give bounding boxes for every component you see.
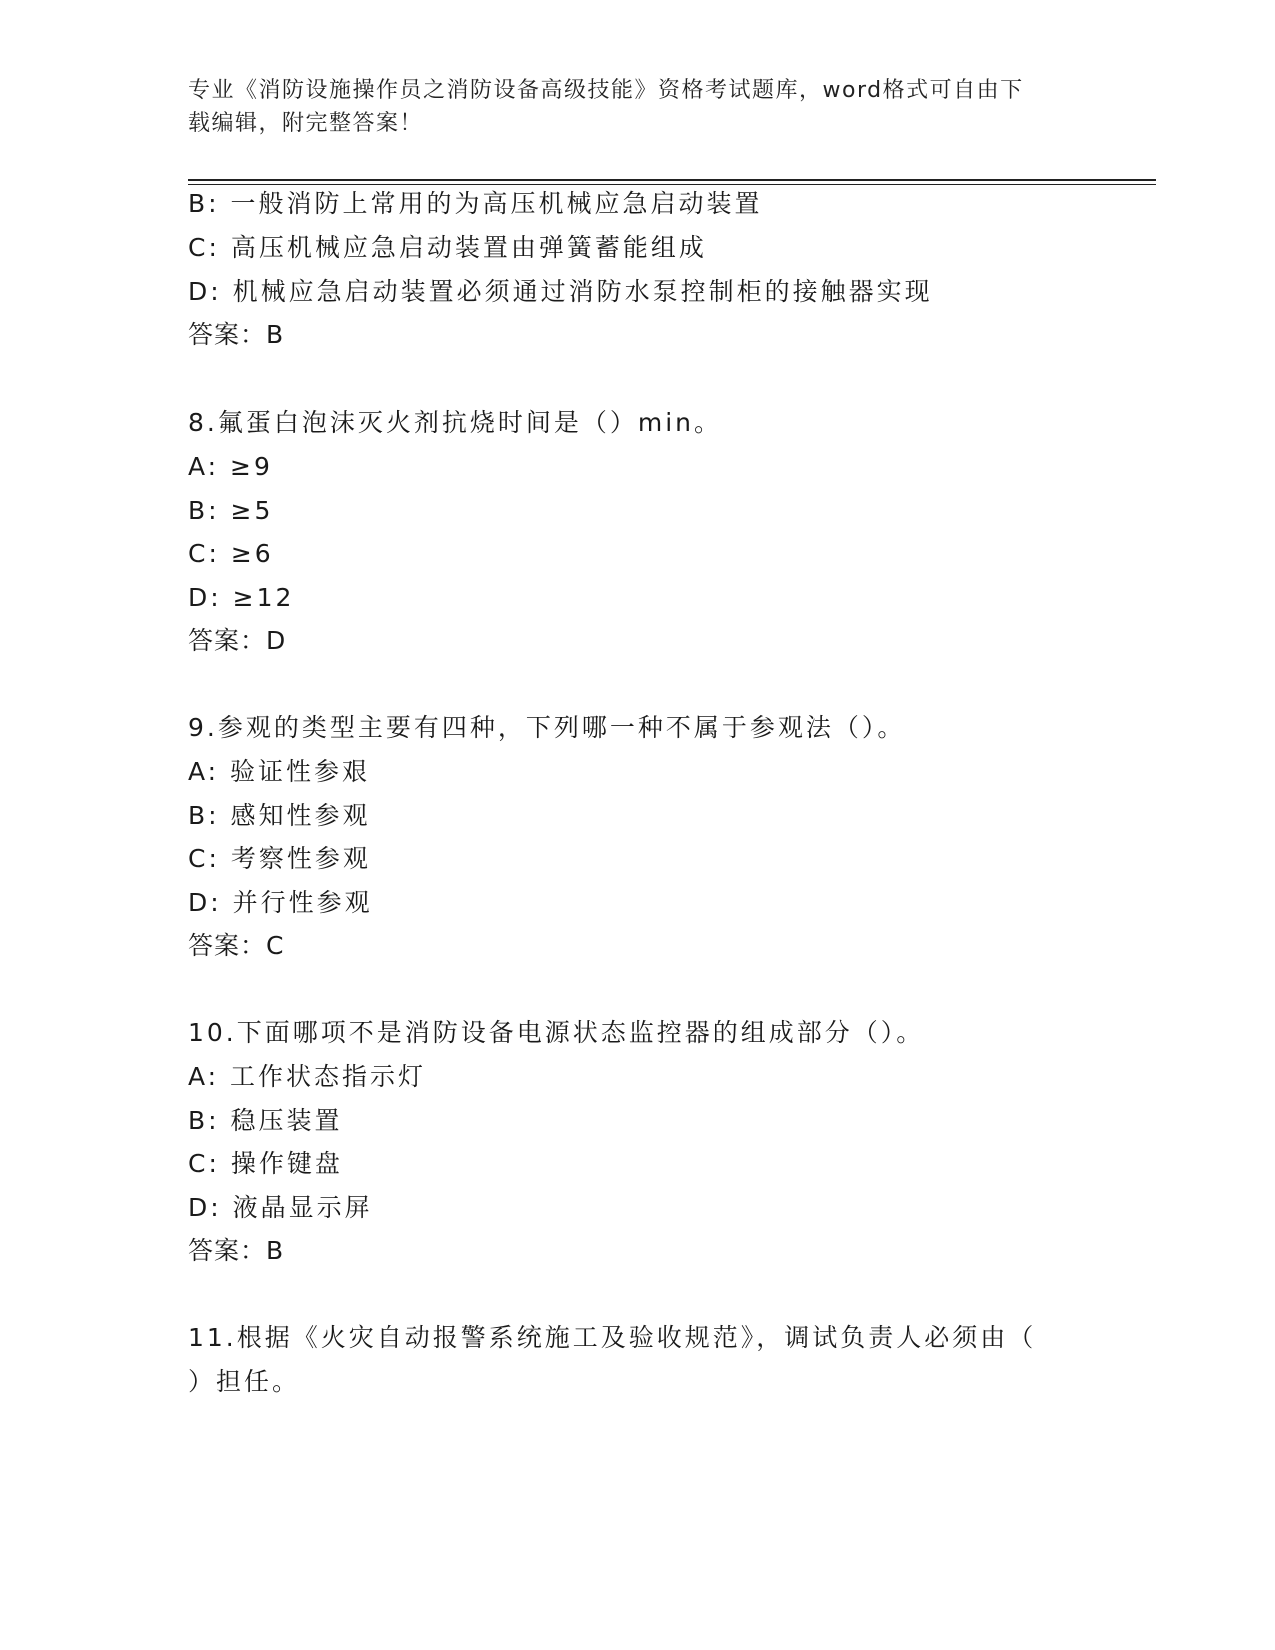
question-8-stem: 8.氟蛋白泡沫灭火剂抗烧时间是（）min。 — [188, 408, 722, 437]
prev-question-option-c: C: 高压机械应急启动装置由弹簧蓄能组成 — [188, 233, 707, 262]
question-9-option-b: B: 感知性参观 — [188, 801, 371, 830]
question-9-option-d: D: 并行性参观 — [188, 888, 373, 917]
question-11-stem-line-1: 11.根据《火灾自动报警系统施工及验收规范》，调试负责人必须由（ — [188, 1323, 1037, 1352]
question-10-answer: 答案：B — [188, 1236, 285, 1265]
question-11-stem-line-2: ）担任。 — [188, 1367, 301, 1396]
question-9-answer: 答案：C — [188, 931, 285, 960]
header-line-2: 载编辑，附完整答案！ — [188, 111, 424, 136]
question-9-option-c: C: 考察性参观 — [188, 844, 371, 873]
question-10-option-c: C: 操作键盘 — [188, 1149, 343, 1178]
question-10-option-b: B: 稳压装置 — [188, 1106, 343, 1135]
question-8-option-d: D: ≥12 — [188, 583, 295, 612]
prev-question-option-d: D: 机械应急启动装置必须通过消防水泵控制柜的接触器实现 — [188, 277, 933, 306]
question-8-option-a: A: ≥9 — [188, 452, 273, 481]
prev-question-option-b: B: 一般消防上常用的为高压机械应急启动装置 — [188, 189, 763, 218]
question-8-answer: 答案：D — [188, 626, 287, 655]
document-header — [188, 74, 1088, 140]
question-9-stem: 9.参观的类型主要有四种，下列哪一种不属于参观法（）。 — [188, 713, 906, 742]
prev-question-answer: 答案：B — [188, 320, 285, 349]
header-divider-thick — [188, 179, 1156, 181]
header-line-1: 专业《消防设施操作员之消防设备高级技能》资格考试题库，word格式可自由下 — [188, 78, 1024, 103]
header-divider-thin — [188, 184, 1156, 185]
question-10-option-d: D: 液晶显示屏 — [188, 1193, 373, 1222]
question-9-option-a: A: 验证性参艰 — [188, 757, 371, 786]
question-8-option-c: C: ≥6 — [188, 539, 274, 568]
question-8-option-b: B: ≥5 — [188, 496, 274, 525]
question-10-stem: 10.下面哪项不是消防设备电源状态监控器的组成部分（）。 — [188, 1018, 925, 1047]
question-10-option-a: A: 工作状态指示灯 — [188, 1062, 427, 1091]
